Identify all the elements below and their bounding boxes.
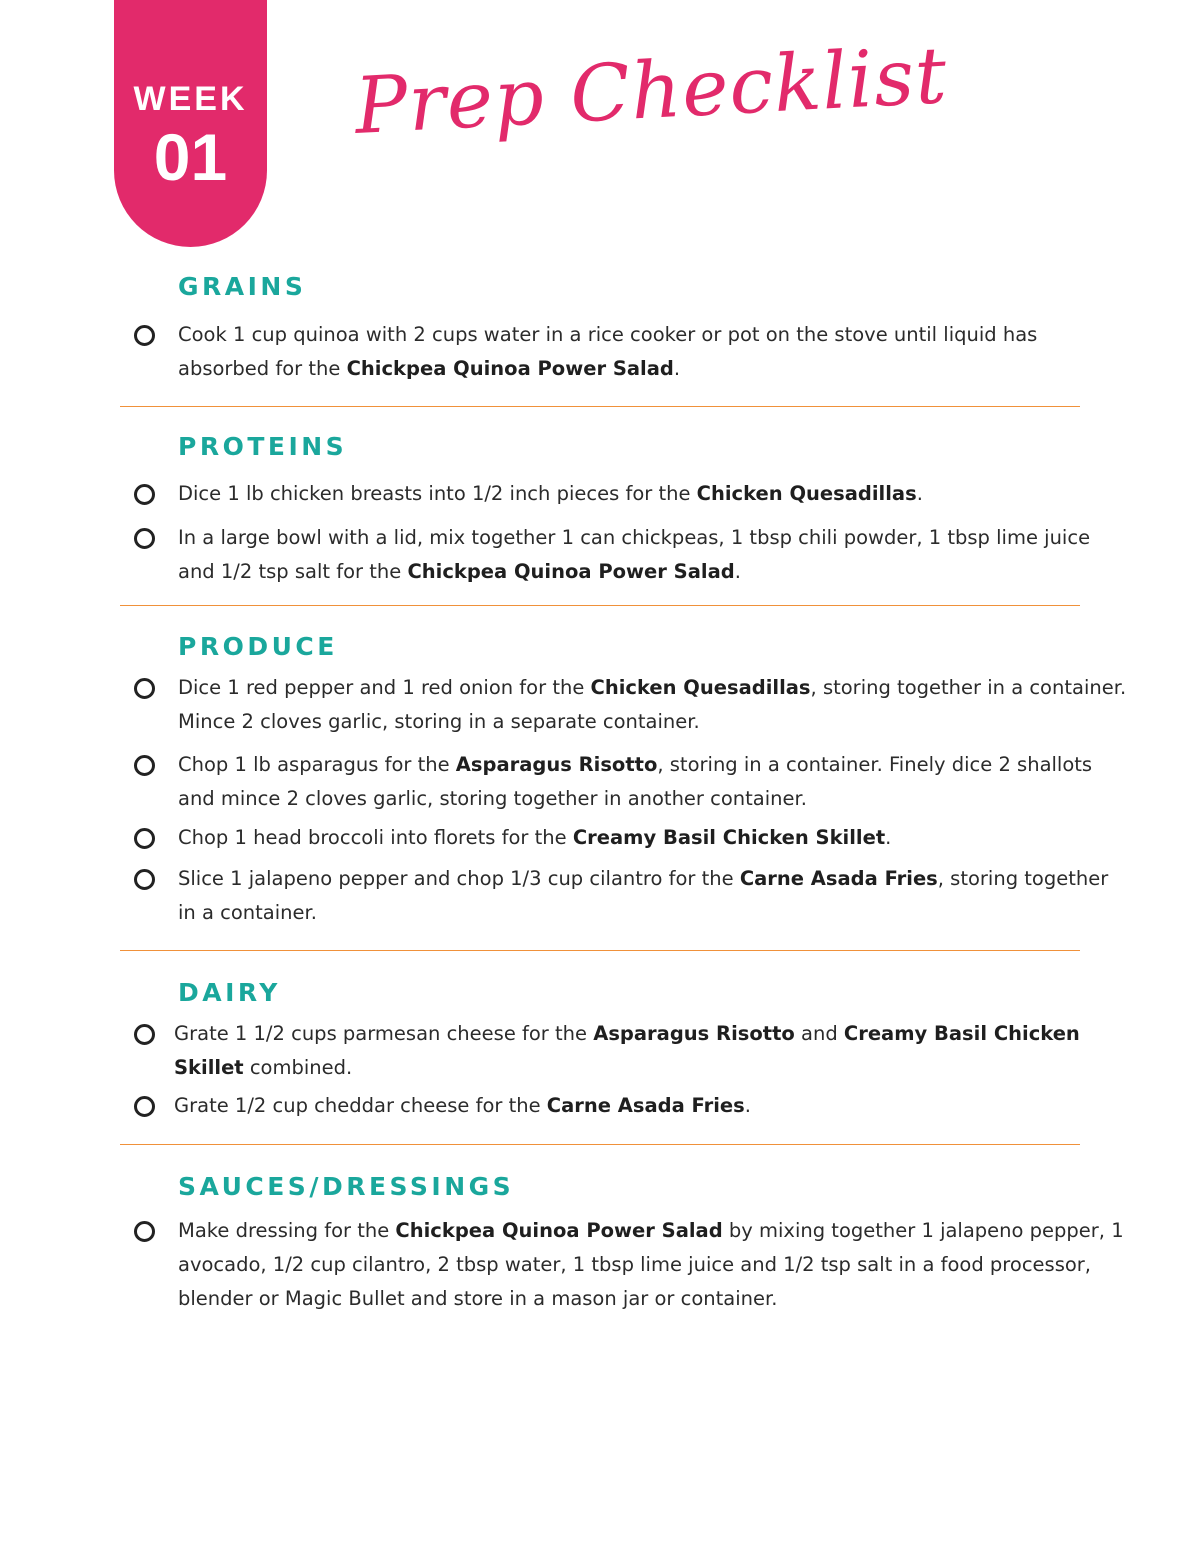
item-text-segment: . <box>734 560 741 583</box>
week-number: 01 <box>153 120 228 194</box>
item-text <box>178 318 1128 386</box>
item-text-segment: Cook 1 cup quinoa with 2 cups water in a rice cooker or pot on the stove until liquid has absorbed for the <box>178 323 1038 380</box>
week-badge <box>114 0 267 247</box>
section-heading-dairy: DAIRY <box>178 978 281 1007</box>
recipe-name: Asparagus Risotto <box>455 753 658 776</box>
item-text-segment: , storing in a container. Finely dice 2 shallots and mince 2 cloves garlic, storing together in another container. <box>178 753 1093 810</box>
item-text-segment: Make dressing for the <box>178 1219 396 1242</box>
recipe-name: Asparagus Risotto <box>593 1022 795 1045</box>
section-divider <box>120 406 1080 407</box>
checkbox-circle-icon[interactable] <box>134 1024 155 1045</box>
item-text-segment: Grate 1 1/2 cups parmesan cheese for the <box>174 1022 594 1045</box>
section-divider <box>120 1144 1080 1145</box>
checkbox-circle-icon[interactable] <box>134 1221 155 1242</box>
item-text-segment: , storing together in a container. <box>178 867 1109 924</box>
checkbox-circle-icon[interactable] <box>134 678 155 699</box>
item-text-segment: , storing together in a container. Mince 2 cloves garlic, storing in a separate container. <box>178 676 1127 733</box>
item-text <box>174 1089 1124 1123</box>
checkbox-circle-icon[interactable] <box>134 755 155 776</box>
item-text <box>178 671 1128 739</box>
item-text-segment: Dice 1 lb chicken breasts into 1/2 inch pieces for the <box>178 482 697 505</box>
section-heading-proteins: PROTEINS <box>178 432 348 461</box>
checkbox-circle-icon[interactable] <box>134 325 155 346</box>
item-text <box>178 1214 1128 1316</box>
recipe-name: Carne Asada Fries <box>739 867 938 890</box>
item-text-segment: Chop 1 head broccoli into florets for the <box>178 826 573 849</box>
recipe-name: Chicken Quesadillas <box>590 676 811 699</box>
page-title: Prep Checklist <box>352 31 950 152</box>
item-text <box>178 748 1128 816</box>
item-text-segment: Grate 1/2 cup cheddar cheese for the <box>174 1094 547 1117</box>
section-divider <box>120 605 1080 606</box>
week-label: WEEK <box>133 80 248 118</box>
section-heading-sauces-dressings: SAUCES/DRESSINGS <box>178 1172 515 1201</box>
item-text <box>178 862 1128 930</box>
checkbox-circle-icon[interactable] <box>134 528 155 549</box>
checkbox-circle-icon[interactable] <box>134 869 155 890</box>
item-text-segment: by mixing together 1 jalapeno pepper, 1 avocado, 1/2 cup cilantro, 2 tbsp water, 1 tbsp lime juice and 1/2 tsp salt in a food processor, blender or Magic Bullet and store in a mason jar or container. <box>178 1219 1124 1310</box>
item-text <box>178 821 1128 855</box>
item-text-segment: Slice 1 jalapeno pepper and chop 1/3 cup cilantro for the <box>178 867 740 890</box>
item-text-segment: combined. <box>243 1056 353 1079</box>
recipe-name: Creamy Basil Chicken Skillet <box>174 1022 1080 1079</box>
item-text <box>178 477 1128 511</box>
recipe-name: Chickpea Quinoa Power Salad <box>407 560 735 583</box>
checkbox-circle-icon[interactable] <box>134 1096 155 1117</box>
item-text-segment: In a large bowl with a lid, mix together 1 can chickpeas, 1 tbsp chili powder, 1 tbsp lime juice and 1/2 tsp salt for the <box>178 526 1091 583</box>
section-heading-grains: GRAINS <box>178 272 307 301</box>
section-heading-produce: PRODUCE <box>178 632 338 661</box>
checkbox-circle-icon[interactable] <box>134 828 155 849</box>
item-text-segment: . <box>885 826 892 849</box>
recipe-name: Chickpea Quinoa Power Salad <box>395 1219 723 1242</box>
section-divider <box>120 950 1080 951</box>
item-text-segment: and <box>794 1022 844 1045</box>
item-text-segment: . <box>916 482 923 505</box>
item-text <box>178 521 1128 589</box>
recipe-name: Chicken Quesadillas <box>696 482 917 505</box>
checkbox-circle-icon[interactable] <box>134 484 155 505</box>
recipe-name: Chickpea Quinoa Power Salad <box>346 357 674 380</box>
recipe-name: Creamy Basil Chicken Skillet <box>572 826 886 849</box>
item-text-segment: . <box>744 1094 751 1117</box>
item-text <box>174 1017 1124 1085</box>
item-text-segment: Dice 1 red pepper and 1 red onion for the <box>178 676 591 699</box>
item-text-segment: Chop 1 lb asparagus for the <box>178 753 456 776</box>
item-text-segment: . <box>673 357 681 380</box>
recipe-name: Carne Asada Fries <box>546 1094 745 1117</box>
